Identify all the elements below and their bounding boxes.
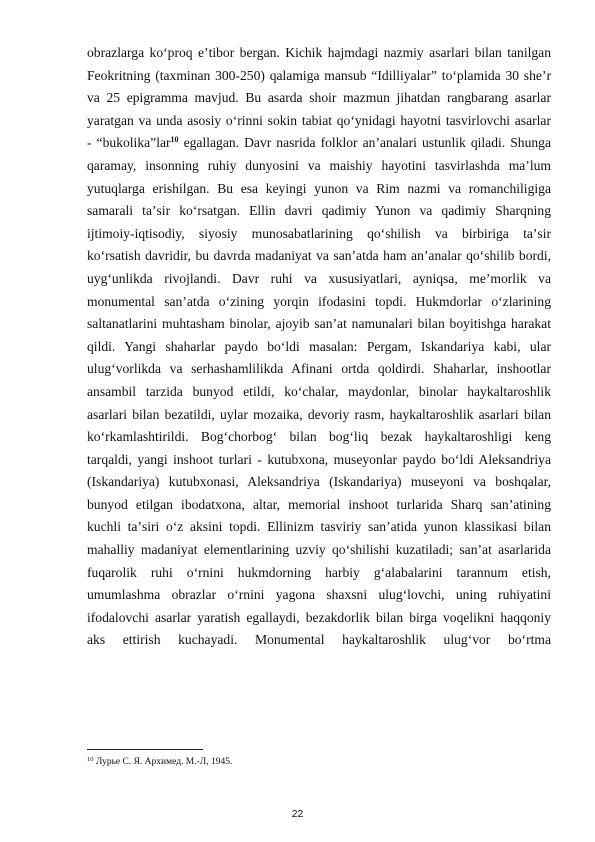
text-line: (Iskandariya) kutubxonasi, Aleksandriya (Iskandariya) museyoni va boshqalar, [87,474,551,490]
text-line: ijtimoiy-iqtisodiy, siyosiy munosabatlarining qoʻshilish va birbiriga taʼsir [87,225,551,241]
footnote [87,756,232,768]
text-line: asarlari bilan bezatildi, uylar mozaika, devoriy rasm, haykaltaroshlik asarlari bilan [87,406,551,422]
body-text [87,42,551,652]
text-line: ifodalovchi asarlar yaratish egallaydi, bezakdorlik bilan birga voqelikni haqqoniy [87,609,551,625]
text-line-with-footnote [87,132,551,155]
text-segment: egallagan. Davr nasrida folklor anʼanalari ustunlik qiladi. Shunga [178,135,551,151]
page-number: 22 [291,808,304,820]
text-line: mahalliy madaniyat elementlarining uzviy qoʻshilishi kuzatiladi; sanʼat asarlarida [87,542,551,558]
text-line: yutuqlarga erishilgan. Bu esa keyingi yunon va Rim nazmi va romanchiligiga [87,180,551,196]
text-line: bunyod etilgan ibodatxona, altar, memorial inshoot turlarida Sharq sanʼatining [87,496,551,512]
footnote-text: Лурье С. Я. Архимед. М.-Л, 1945. [93,757,233,767]
text-line: va 25 epigramma mavjud. Bu asarda shoir mazmun jihatdan rangbarang asarlar [87,90,551,106]
text-line: koʻrsatish davridir, bu davrda madaniyat va sanʼatda ham anʼanalar qoʻshilib bordi, [87,248,551,264]
text-segment: - “bukolika”lar [87,135,171,151]
text-line: fuqarolik ruhi oʻrnini hukmdorning harbiy gʻalabalarini tarannum etish, [87,564,551,580]
footnote-number: 10 [87,756,94,763]
text-line: ansambil tarzida bunyod etildi, koʻchalar, maydonlar, binolar haykaltaroshlik [87,383,551,399]
text-line: kuchli taʼsiri oʻz aksini topdi. Ellinizm tasviriy sanʼatida yunon klassikasi bilan [87,519,551,535]
text-line: saltanatlarini muhtasham binolar, ajoyib sanʼat namunalari bilan boyitishga harakat [87,316,551,332]
text-line: ulugʻvorlikda va serhashamlilikda Afinani ortda qoldirdi. Shaharlar, inshootlar [87,361,551,377]
text-line: samarali taʼsir koʻrsatgan. Ellin davri qadimiy Yunon va qadimiy Sharqning [87,203,551,219]
footnote-divider [87,749,203,750]
text-line: aks ettirish kuchayadi. Monumental haykaltaroshlik ulugʻvor boʻrtma [87,632,551,648]
text-line: Feokritning (taxminan 300-250) qalamiga mansub “Idilliyalar” toʻplamida 30 sheʼr [87,67,551,83]
text-line: tarqaldi, yangi inshoot turlari - kutubxona, museyonlar paydo boʻldi Aleksandriya [87,451,551,467]
text-line: monumental sanʼatda oʻzining yorqin ifodasini topdi. Hukmdorlar oʻzlarining [87,293,551,309]
text-line: qildi. Yangi shaharlar paydo boʻldi masalan: Pergam, Iskandariya kabi, ular [87,338,551,354]
text-line: yaratgan va unda asosiy oʻrinni sokin tabiat qoʻynidagi hayotni tasvirlovchi asarlar [87,112,551,128]
text-line: koʻrkamlashtirildi. Bogʻchorbogʻ bilan bogʻliq bezak haykaltaroshligi keng [87,429,551,445]
text-line: obrazlarga koʻproq eʼtibor bergan. Kichik hajmdagi nazmiy asarlari bilan tanilgan [87,45,551,60]
text-line: qaramay, insonning ruhiy dunyosini va maishiy hayotini tasvirlashda maʼlum [87,157,551,173]
text-line: umumlashma obrazlar oʻrnini yagona shaxsni ulugʻlovchi, uning ruhiyatini [87,587,551,603]
footnote-reference[interactable]: 10 [170,135,179,145]
text-line: uygʻunlikda rivojlandi. Davr ruhi va xususiyatlari, ayniqsa, meʼmorlik va [87,270,551,286]
